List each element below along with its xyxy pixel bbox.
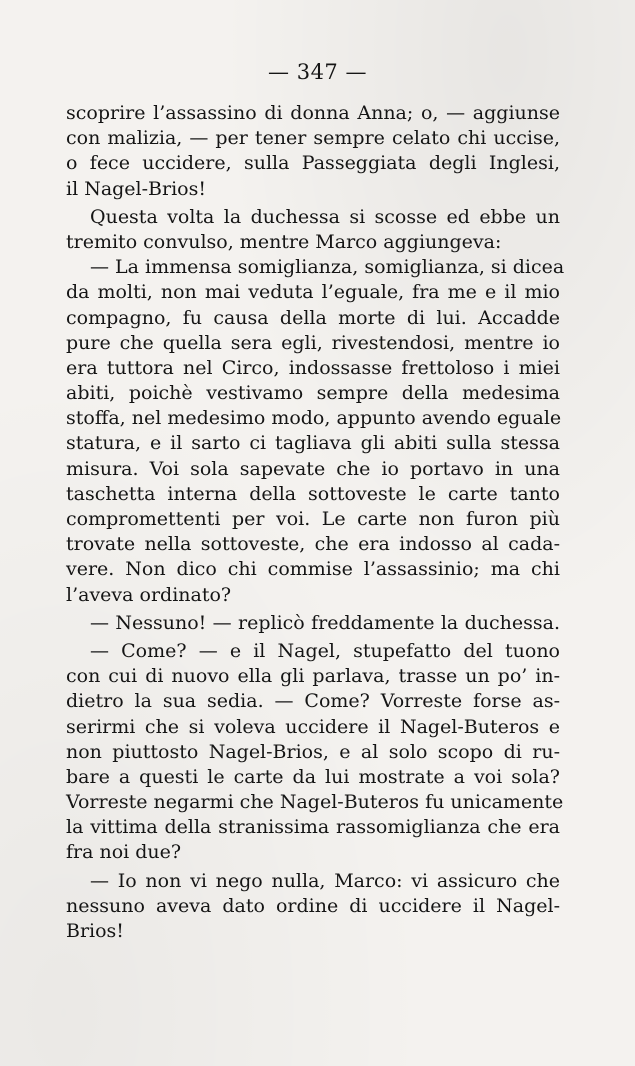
text-line: — Come? — e il Nagel, stupefatto del tuono — [90, 639, 560, 662]
text-line: la vittima della stranissima rassomiglianza che era — [66, 816, 560, 839]
paragraph — [66, 205, 565, 608]
text-line: Questa volta la duchessa si scosse ed ebbe un — [90, 205, 560, 228]
text-line: o fece uccidere, sulla Passeggiata degli Inglesi, — [66, 152, 560, 175]
text-line: vere. Non dico chi commise l’assassinio; ma chi — [66, 558, 560, 581]
text-line: bare a questi le carte da lui mostrate a voi sola? — [66, 765, 560, 788]
text-line: — La immensa somiglianza, somiglianza, si dicea — [90, 256, 565, 279]
text-line: pure che quella sera egli, rivestendosi, mentre io — [66, 331, 560, 354]
paragraph — [66, 639, 564, 866]
text-line: era tuttora nel Circo, indossasse frettoloso i miei — [66, 356, 560, 379]
text-line: Vorreste negarmi che Nagel-Buteros fu unicamente — [66, 791, 564, 814]
paragraph — [66, 611, 560, 636]
text-line: nessuno aveva dato ordine di uccidere il Nagel- — [66, 894, 560, 917]
text-line: il Nagel-Brios! — [66, 177, 206, 200]
paragraph — [66, 101, 560, 202]
text-line: dietro la sua sedia. — Come? Vorreste forse as- — [66, 690, 560, 713]
text-line: abiti, poichè vestivamo sempre della medesima — [66, 382, 560, 405]
text-line: l’aveva ordinato? — [66, 583, 232, 606]
text-line: tremito convulso, mentre Marco aggiungeva: — [66, 230, 502, 253]
text-line: trovate nella sottoveste, che era indosso al cada- — [66, 533, 560, 556]
page-number: — 347 — — [268, 60, 367, 84]
text-line: — Nessuno! — replicò freddamente la duchessa. — [90, 611, 560, 634]
text-line: compromettenti per voi. Le carte non furon più — [66, 508, 560, 530]
text-line: misura. Voi sola sapevate che io portavo in una — [66, 457, 560, 480]
text-line: non piuttosto Nagel-Brios, e al solo scopo di ru- — [66, 740, 560, 763]
text-line: scoprire l’assassino di donna Anna; o, — aggiunse — [66, 102, 560, 124]
text-line: fra noi due? — [66, 841, 182, 864]
text-line: Brios! — [66, 920, 124, 942]
text-line: taschetta interna della sottoveste le carte tanto — [66, 482, 560, 505]
paragraph — [66, 869, 560, 945]
body-text — [66, 101, 565, 944]
text-line: statura, e il sarto ci tagliava gli abiti sulla stessa — [66, 432, 560, 455]
text-line: con malizia, — per tener sempre celato chi uccise, — [66, 127, 560, 150]
text-line: con cui di nuovo ella gli parlava, trasse un po’ in- — [66, 665, 560, 688]
text-line: compagno, fu causa della morte di lui. Accadde — [66, 306, 560, 329]
text-line: stoffa, nel medesimo modo, appunto avendo eguale — [66, 407, 562, 430]
text-line: — Io non vi nego nulla, Marco: vi assicuro che — [90, 869, 560, 892]
text-line: da molti, non mai veduta l’eguale, fra me e il mio — [66, 281, 560, 304]
text-line: serirmi che si voleva uccidere il Nagel-Buteros e — [66, 715, 560, 738]
